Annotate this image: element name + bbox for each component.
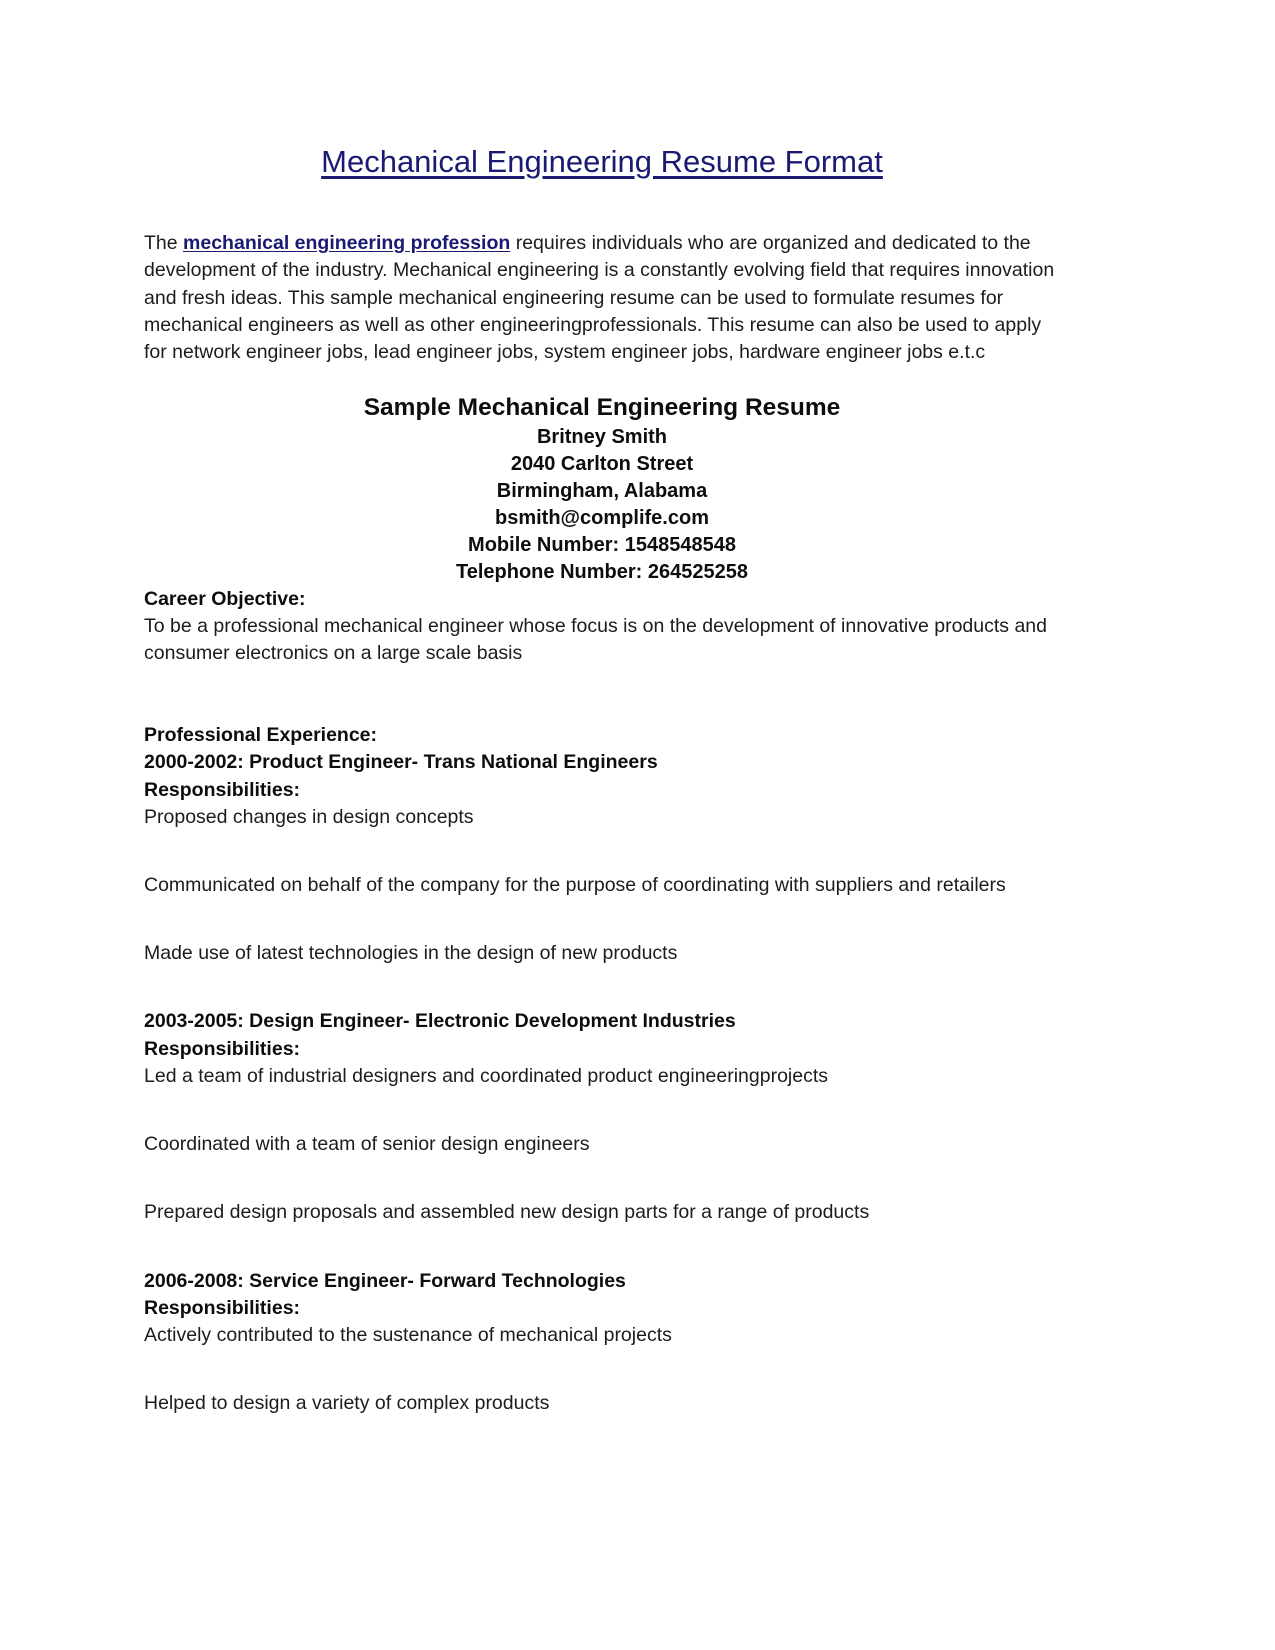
professional-experience-heading: Professional Experience:	[144, 724, 378, 747]
spacer	[144, 667, 1060, 722]
candidate-street: 2040 Carlton Street	[510, 452, 694, 475]
spacer	[144, 1227, 1060, 1268]
candidate-telephone: Telephone Number: 264525258	[456, 560, 748, 583]
resume-heading: Sample Mechanical Engineering Resume	[363, 393, 841, 421]
responsibility-item: Actively contributed to the sustenance of mechanical projects	[144, 1323, 672, 1346]
responsibility-item: Prepared design proposals and assembled new design parts for a range of products	[144, 1201, 870, 1224]
career-objective-text: To be a professional mechanical engineer whose focus is on the development of innovative products and consumer electronics on a large scale basis	[144, 614, 1047, 664]
intro-lead-text: The	[144, 232, 184, 255]
spacer	[144, 831, 1060, 872]
mechanical-engineering-profession-link[interactable]: mechanical engineering profession	[183, 232, 511, 255]
page-title	[144, 0, 1060, 180]
responsibilities-label: Responsibilities:	[144, 778, 301, 801]
intro-paragraph	[144, 180, 1060, 366]
spacer	[144, 967, 1060, 1008]
spacer	[144, 899, 1060, 940]
spacer	[144, 1090, 1060, 1131]
page-title-link[interactable]: Mechanical Engineering Resume Format	[321, 144, 883, 179]
responsibilities-label: Responsibilities:	[144, 1037, 301, 1060]
candidate-city-state: Birmingham, Alabama	[496, 479, 708, 502]
responsibility-item: Communicated on behalf of the company for the purpose of coordinating with suppliers and retailers	[144, 873, 1006, 896]
responsibility-item: Proposed changes in design concepts	[144, 805, 474, 828]
candidate-name: Britney Smith	[536, 425, 668, 448]
candidate-email: bsmith@complife.com	[495, 506, 709, 529]
responsibility-item: Coordinated with a team of senior design engineers	[144, 1133, 590, 1156]
job-title: 2000-2002: Product Engineer- Trans National Engineers	[144, 751, 658, 774]
job-title: 2003-2005: Design Engineer- Electronic Development Industries	[144, 1010, 736, 1033]
job-title: 2006-2008: Service Engineer- Forward Technologies	[144, 1269, 626, 1292]
spacer	[144, 1158, 1060, 1199]
intro-rest-text: requires individuals who are organized and dedicated to the development of the industry. Mechanical engineering is a constantly evolving field that requires innovation and fresh ideas. This sample mechanical engineering resume can be used to formulate resumes for mechanical engineers as well as other engineeringprofessionals. This resume can also be used to apply for network engineer jobs, lead engineer jobs, system engineer jobs, hardware engineer jobs e.t.c	[144, 232, 1055, 364]
career-objective-heading: Career Objective:	[144, 587, 306, 610]
responsibility-item: Made use of latest technologies in the design of new products	[144, 942, 678, 965]
resume-header-block	[144, 367, 1060, 586]
spacer	[144, 1349, 1060, 1390]
responsibility-item: Helped to design a variety of complex products	[144, 1392, 550, 1415]
responsibilities-label: Responsibilities:	[144, 1296, 301, 1319]
candidate-mobile: Mobile Number: 1548548548	[468, 533, 736, 556]
page-content	[144, 0, 1060, 1418]
responsibility-item: Led a team of industrial designers and coordinated product engineeringprojects	[144, 1064, 829, 1087]
